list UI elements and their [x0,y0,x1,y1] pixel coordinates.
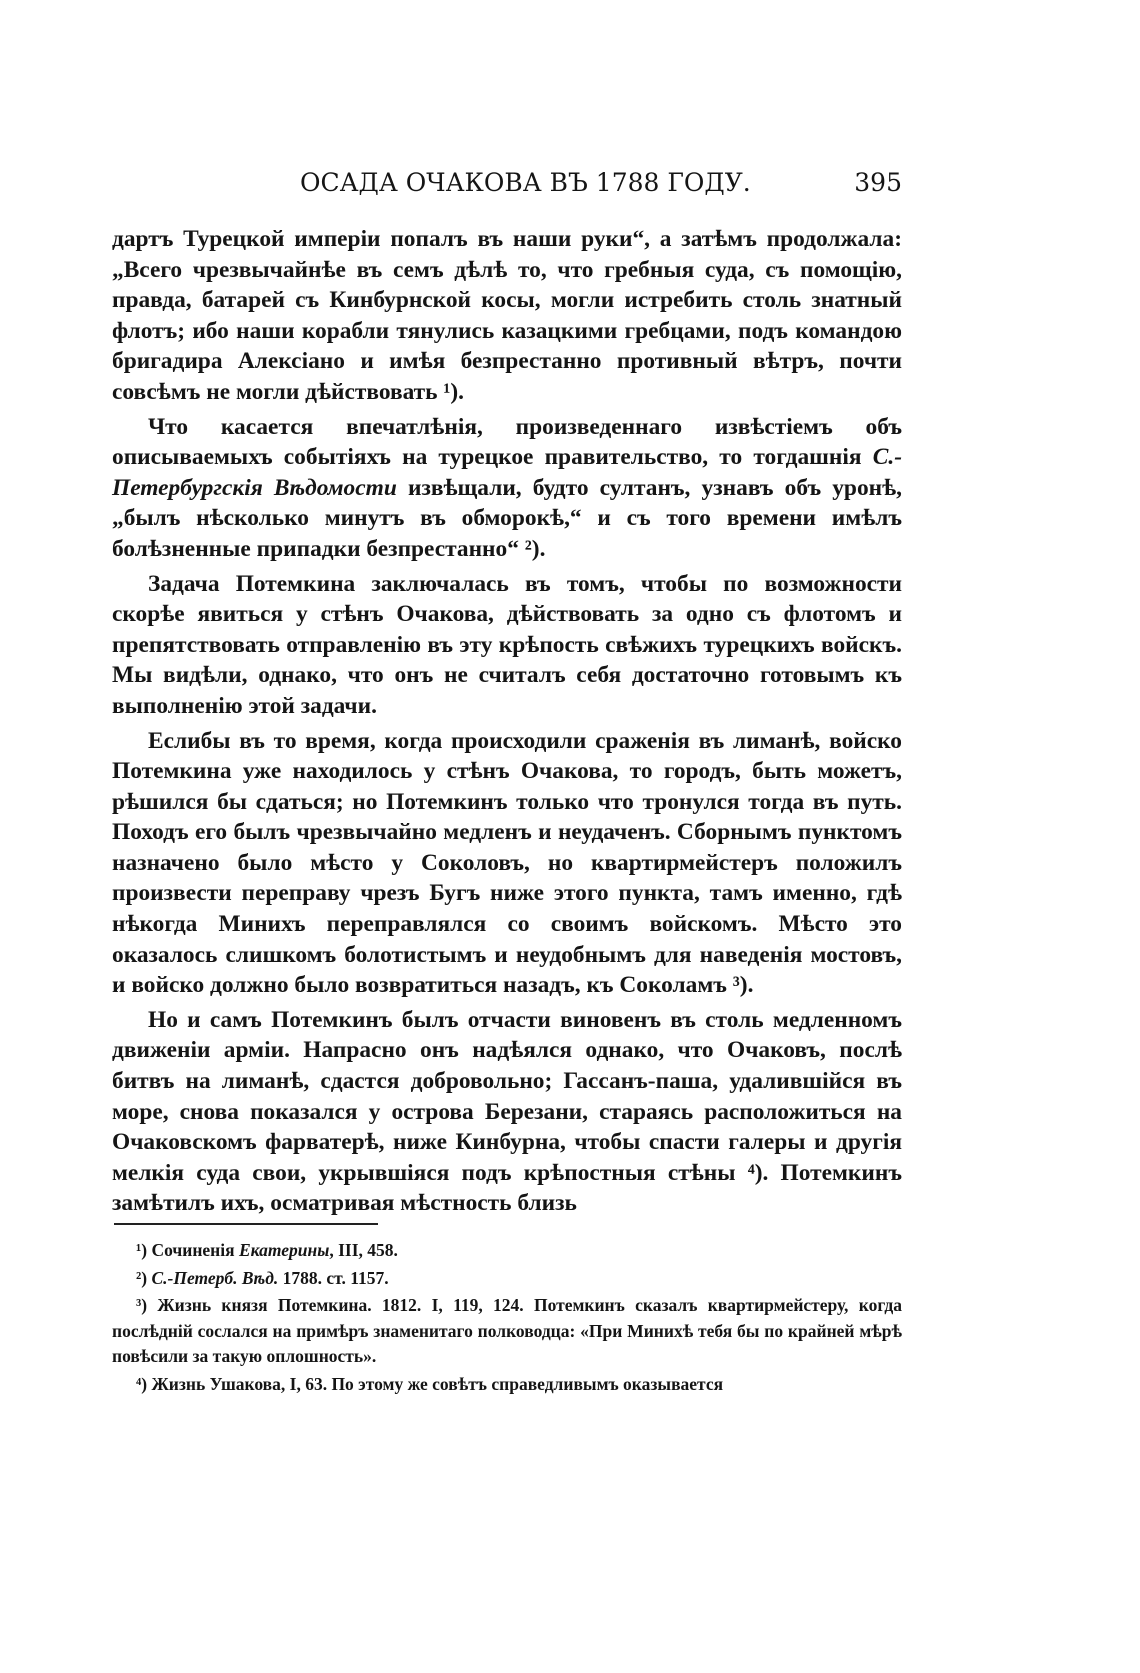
footnote-4: ⁴) Жизнь Ушакова, I, 63. По этому же совѣтъ справедливымъ оказывается [136,1373,724,1394]
running-header [112,166,902,200]
main-text [112,224,902,1223]
paragraph-3: Задача Потемкина заключалась въ томъ, чтобы по возможности скорѣе явиться у стѣнъ Очакова, дѣйствовать за одно съ флотомъ и препятствовать отправленію въ эту крѣпость свѣжихъ турецкихъ войскъ. Мы видѣли, однако, что онъ не считалъ себя достаточно готовымъ къ выполненію этой задачи. [112,570,902,719]
paragraph-2-text-a: Что касается впечатлѣнія, произведеннаго извѣстіемъ объ описываемыхъ событіяхъ на турецкое правительство, то тогдашнія [112,413,902,471]
footnote-2-source: С.-Петерб. Вѣд. [151,1267,279,1288]
footnote-1 [112,1238,902,1264]
footnotes [112,1238,902,1399]
running-title: ОСАДА ОЧАКОВА ВЪ 1788 ГОДУ. [300,168,751,197]
paragraph-2-text-b: извѣщали, будто султанъ, узнавъ объ уронѣ, „былъ нѣсколько минутъ въ обморокѣ,“ и съ того времени имѣлъ болѣзненные припадки безпрестанно“ ²). [112,474,902,562]
footnote-1-author: Екатерины [238,1240,330,1260]
newspaper-title: С.-Петербургскія Вѣдомости [112,444,902,501]
paragraph-2 [112,412,902,565]
footnote-1-text-b: , III, 458. [329,1240,398,1260]
paragraph-1: дартъ Турецкой имперіи попалъ въ наши руки“, а затѣмъ продолжала: „Всего чрезвычайнѣе въ семъ дѣлѣ то, что гребныя суда, съ помощію, правда, батарей съ Кинбурнской косы, могли истребить столь знатный флотъ; ибо наши корабли тянулись казацкими гребцами, подъ командою бригадира Алексіано и имѣя безпрестанно противный вѣтръ, почти совсѣмъ не могли дѣйствовать ¹). [112,226,902,405]
footnote-2 [112,1266,902,1292]
footnote-divider [114,1223,378,1225]
footnote-2-mark: ²) [136,1267,148,1288]
paragraph-4: Еслибы въ то время, когда происходили сраженія въ лиманѣ, войско Потемкина уже находилось у стѣнъ Очакова, то городъ, быть можетъ, рѣшился бы сдаться; но Потемкинъ только что тронулся тогда въ путь. Походъ его былъ чрезвычайно медленъ и неудаченъ. Сборнымъ пунктомъ назначено было мѣсто у Соколовъ, но квартирмейстеръ положилъ произвести переправу чрезъ Бугъ ниже этого пункта, тамъ именно, гдѣ нѣкогда Минихъ переправлялся со своимъ войскомъ. Мѣсто это оказалось слишкомъ болотистымъ и неудобнымъ для наведенія мостовъ, и войско должно было возвратиться назадъ, къ Соколамъ ³). [112,727,902,999]
page-number: 395 [854,168,902,197]
footnote-1-text-a: ¹) Сочиненія [136,1240,235,1260]
paragraph-5: Но и самъ Потемкинъ былъ отчасти виновенъ въ столь медленномъ движеніи арміи. Напрасно онъ надѣялся однако, что Очаковъ, послѣ битвъ на лиманѣ, сдастся добровольно; Гассанъ-паша, удалившійся въ море, снова показался у острова Березани, стараясь расположиться на Очаковскомъ фарватерѣ, ниже Кинбурна, чтобы спасти галеры и другія мелкія суда свои, укрывшіяся подъ крѣпостныя стѣны ⁴). Потемкинъ замѣтилъ ихъ, осматривая мѣстность близь [112,1006,902,1217]
footnote-2-ref: 1788. ст. 1157. [282,1267,389,1288]
footnote-3: ³) Жизнь князя Потемкина. 1812. I, 119, 124. Потемкинъ сказалъ квартирмейстеру, когда послѣдній сослался на примѣръ знаменитаго полководца: «При Минихѣ тебя бы по крайней мѣрѣ повѣсили за такую оплошность». [112,1295,902,1366]
